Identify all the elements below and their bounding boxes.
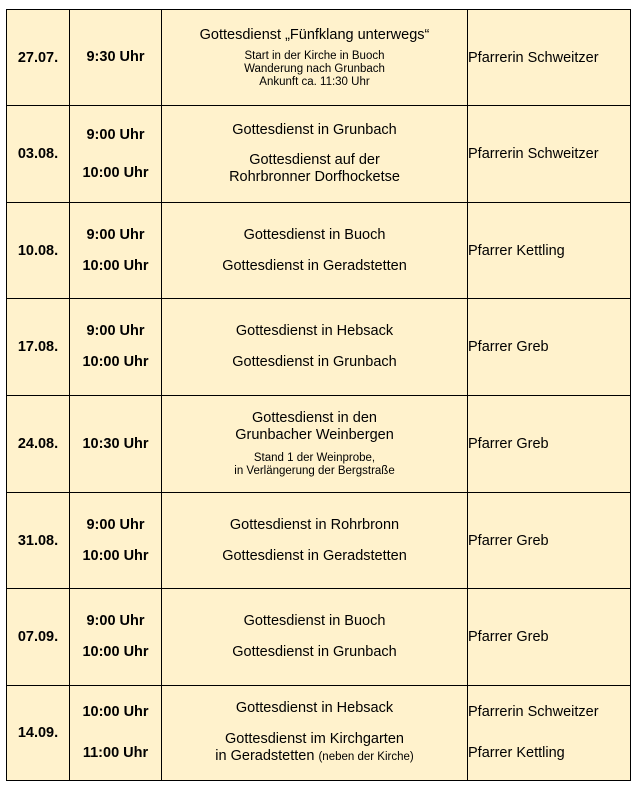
table-row bbox=[7, 10, 631, 106]
date-cell: 10.08. bbox=[7, 203, 70, 299]
service-note: Stand 1 der Weinprobe, bbox=[253, 452, 376, 464]
service-with-note bbox=[162, 748, 467, 766]
pastor-cell: Pfarrerin Schweitzer bbox=[468, 10, 631, 106]
date-cell: 14.09. bbox=[7, 686, 70, 781]
service: Gottesdienst in Grunbach bbox=[232, 354, 397, 370]
time-cell bbox=[70, 203, 162, 299]
service-schedule-table bbox=[6, 9, 631, 781]
date-cell: 03.08. bbox=[7, 106, 70, 203]
time-cell bbox=[70, 299, 162, 396]
time-cell bbox=[70, 493, 162, 589]
service: Gottesdienst in Buoch bbox=[243, 226, 386, 243]
service: Gottesdienst in Geradstetten bbox=[222, 547, 407, 564]
service: Gottesdienst in Geradstetten bbox=[222, 257, 407, 274]
time: 10:30 Uhr bbox=[82, 435, 149, 452]
time-cell bbox=[70, 10, 162, 106]
time: 10:00 Uhr bbox=[82, 257, 149, 274]
service: Gottesdienst in Rohrbronn bbox=[229, 516, 400, 533]
description-cell bbox=[162, 203, 468, 299]
table-row bbox=[7, 493, 631, 589]
table-row bbox=[7, 203, 631, 299]
date-cell: 27.07. bbox=[7, 10, 70, 106]
table-row bbox=[7, 299, 631, 396]
pastor-cell: Pfarrer Greb bbox=[468, 299, 631, 396]
date-cell: 24.08. bbox=[7, 396, 70, 493]
pastor: Pfarrer Kettling bbox=[468, 745, 565, 761]
time: 9:30 Uhr bbox=[86, 49, 145, 65]
pastor: Pfarrerin Schweitzer bbox=[468, 704, 599, 720]
pastor-cell bbox=[468, 686, 631, 781]
date-cell: 07.09. bbox=[7, 589, 70, 686]
time: 9:00 Uhr bbox=[86, 516, 145, 533]
table-row bbox=[7, 589, 631, 686]
time: 11:00 Uhr bbox=[82, 745, 149, 761]
time-cell bbox=[70, 396, 162, 493]
description-cell bbox=[162, 589, 468, 686]
service: Rohrbronner Dorfhocketse bbox=[229, 169, 400, 185]
service-title: Gottesdienst „Fünfklang unterwegs“ bbox=[199, 26, 430, 43]
service: in Geradstetten bbox=[215, 748, 315, 764]
table-row bbox=[7, 686, 631, 781]
description-cell bbox=[162, 493, 468, 589]
service: Gottesdienst in Grunbach bbox=[232, 644, 397, 660]
pastor-cell: Pfarrer Kettling bbox=[468, 203, 631, 299]
pastor-cell: Pfarrerin Schweitzer bbox=[468, 106, 631, 203]
time: 10:00 Uhr bbox=[82, 164, 149, 181]
description-cell bbox=[162, 299, 468, 396]
time: 9:00 Uhr bbox=[86, 323, 145, 339]
table-row bbox=[7, 106, 631, 203]
service: Gottesdienst im Kirchgarten bbox=[225, 731, 404, 747]
time-cell bbox=[70, 589, 162, 686]
pastor-cell: Pfarrer Greb bbox=[468, 396, 631, 493]
description-cell bbox=[162, 10, 468, 106]
time-cell bbox=[70, 686, 162, 781]
date-cell: 17.08. bbox=[7, 299, 70, 396]
description-cell bbox=[162, 106, 468, 203]
table-row bbox=[7, 396, 631, 493]
service: Gottesdienst in Hebsack bbox=[235, 323, 394, 339]
service: Gottesdienst in den bbox=[252, 410, 377, 426]
service: Grunbacher Weinbergen bbox=[235, 427, 394, 443]
time: 9:00 Uhr bbox=[86, 126, 145, 143]
time: 10:00 Uhr bbox=[82, 547, 149, 564]
time: 10:00 Uhr bbox=[82, 354, 149, 370]
service-note: (neben der Kirche) bbox=[318, 751, 414, 763]
service-note: Start in der Kirche in Buoch bbox=[244, 49, 385, 62]
service-note: Ankunft ca. 11:30 Uhr bbox=[259, 75, 370, 88]
service: Gottesdienst in Hebsack bbox=[235, 700, 394, 716]
service-note: Wanderung nach Grunbach bbox=[244, 62, 385, 75]
service: Gottesdienst in Buoch bbox=[243, 613, 386, 629]
time-cell bbox=[70, 106, 162, 203]
service: Gottesdienst in Grunbach bbox=[232, 122, 397, 138]
service-note: in Verlängerung der Bergstraße bbox=[234, 465, 395, 477]
time: 9:00 Uhr bbox=[86, 226, 145, 243]
pastor-cell: Pfarrer Greb bbox=[468, 589, 631, 686]
date-cell: 31.08. bbox=[7, 493, 70, 589]
description-cell bbox=[162, 396, 468, 493]
time: 9:00 Uhr bbox=[86, 613, 145, 629]
service: Gottesdienst auf der bbox=[249, 152, 380, 168]
time: 10:00 Uhr bbox=[82, 704, 149, 720]
pastor-cell: Pfarrer Greb bbox=[468, 493, 631, 589]
time: 10:00 Uhr bbox=[82, 644, 149, 660]
description-cell bbox=[162, 686, 468, 781]
